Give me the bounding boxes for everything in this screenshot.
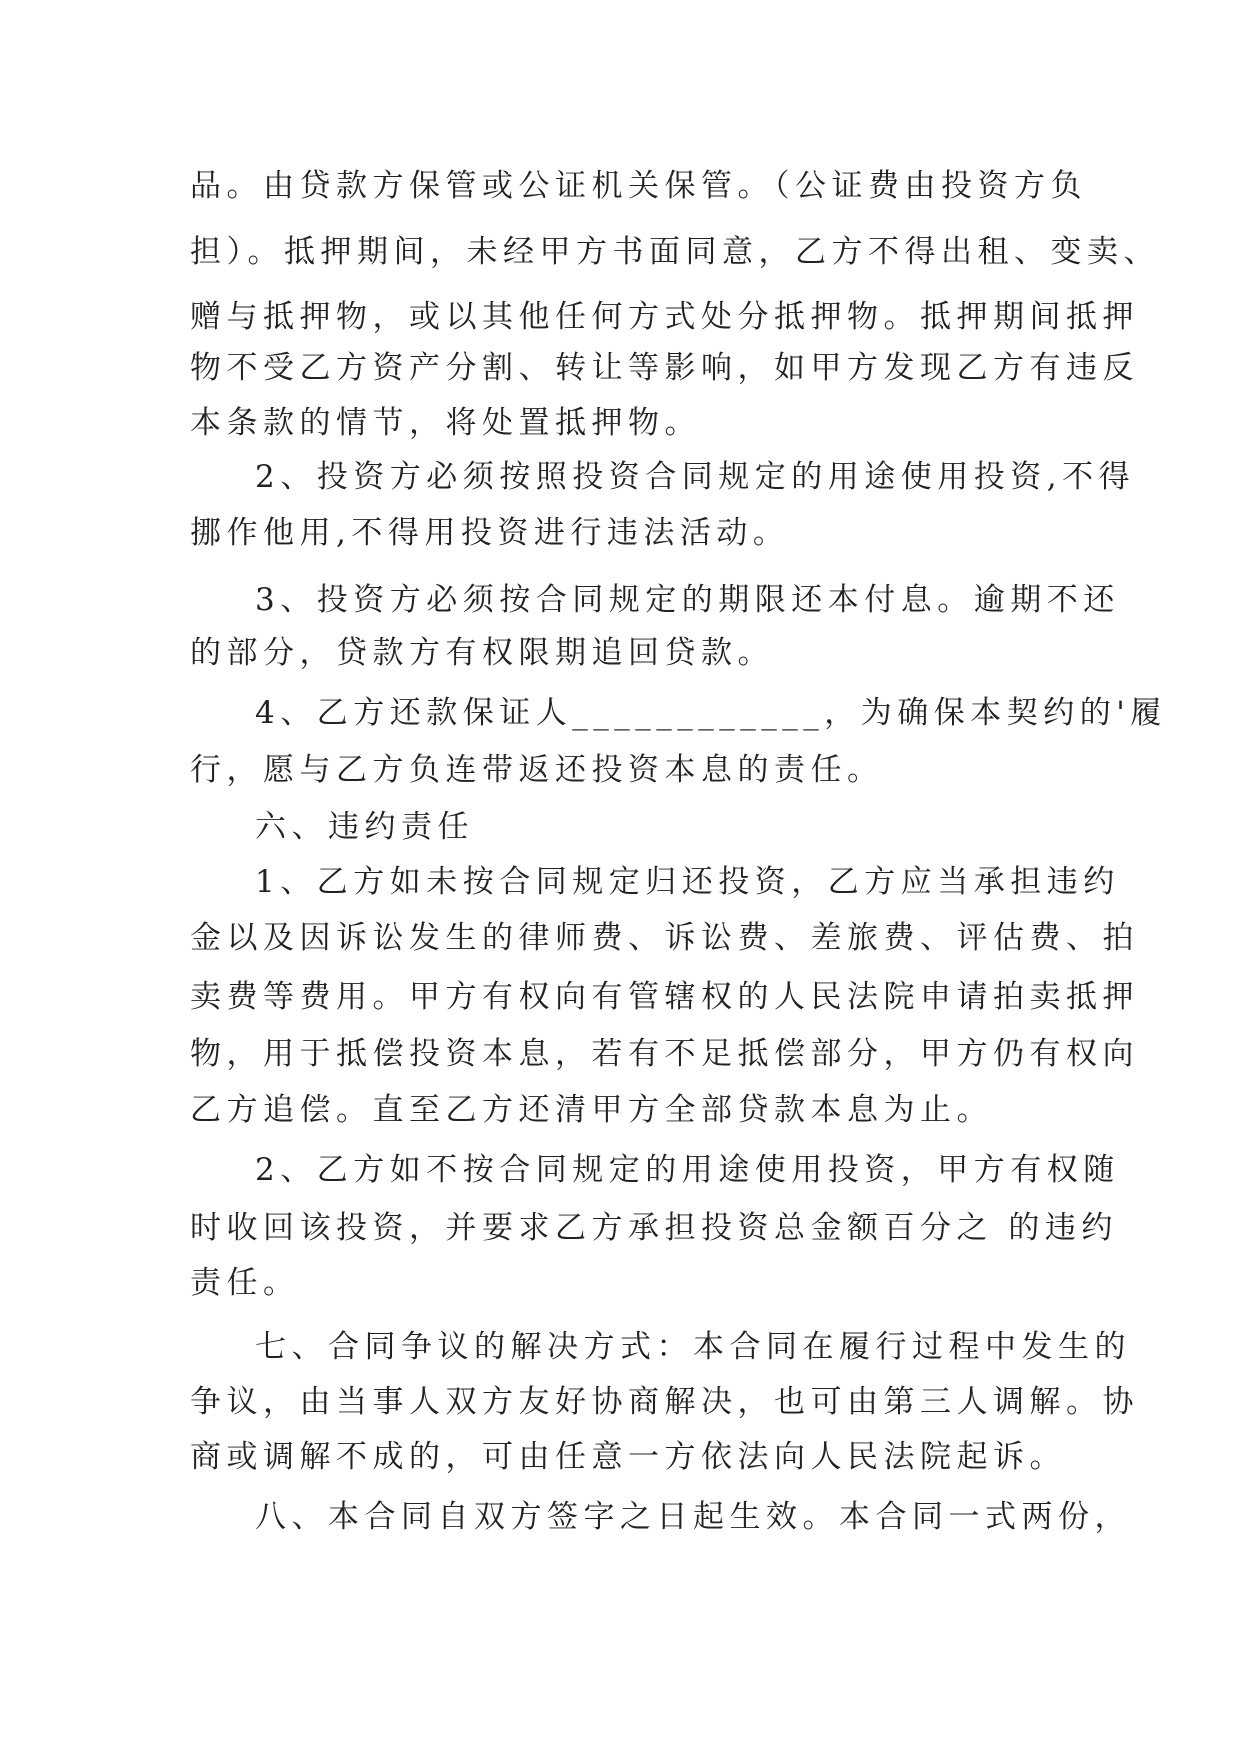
text-line: 的部分，贷款方有权限期追回贷款。 [190,635,774,671]
text-line: 争议，由当事人双方友好协商解决，也可由第三人调解。协 [190,1384,1139,1420]
text-line: 八、本合同自双方签字之日起生效。本合同一式两份， [255,1499,1131,1535]
text-line: 卖费等费用。甲方有权向有管辖权的人民法院申请拍卖抵押 [190,979,1139,1015]
text-line: 本条款的情节，将处置抵押物。 [190,405,701,441]
text-line: 乙方追偿。直至乙方还清甲方全部贷款本息为止。 [190,1092,993,1128]
section-heading: 六、违约责任 [255,809,474,845]
text-line: 1、乙方如未按合同规定归还投资，乙方应当承担违约 [255,864,1120,900]
text-line: 时收回该投资，并要求乙方承担投资总金额百分之 的违约 [190,1210,1118,1246]
text-line: 3、投资方必须按合同规定的期限还本付息。逾期不还 [255,582,1120,618]
text-line: 金以及因诉讼发生的律师费、诉讼费、差旅费、评估费、拍 [190,920,1139,956]
text-line: 物，用于抵偿投资本息，若有不足抵偿部分，甲方仍有权向 [190,1036,1139,1072]
text-line: 2、乙方如不按合同规定的用途使用投资，甲方有权随 [255,1152,1120,1188]
text-line: 责任。 [190,1265,300,1301]
text-line: 2、投资方必须按照投资合同规定的用途使用投资,不得 [255,459,1136,495]
text-line: 商或调解不成的，可由任意一方依法向人民法院起诉。 [190,1439,1066,1475]
text-line: 担）。抵押期间，未经甲方书面同意，乙方不得出租、变卖、 [190,234,1160,270]
text-line: 七、合同争议的解决方式：本合同在履行过程中发生的 [255,1329,1131,1365]
text-line: 4、乙方还款保证人____________，为确保本契约的'履 [255,695,1167,731]
text-line: 品。由贷款方保管或公证机关保管。（公证费由投资方负 [190,168,1087,204]
text-line: 行，愿与乙方负连带返还投资本息的责任。 [190,752,884,788]
text-line: 挪作他用,不得用投资进行违法活动。 [190,515,790,551]
text-line: 物不受乙方资产分割、转让等影响，如甲方发现乙方有违反 [190,350,1139,386]
text-line: 赠与抵押物，或以其他任何方式处分抵押物。抵押期间抵押 [190,299,1139,335]
